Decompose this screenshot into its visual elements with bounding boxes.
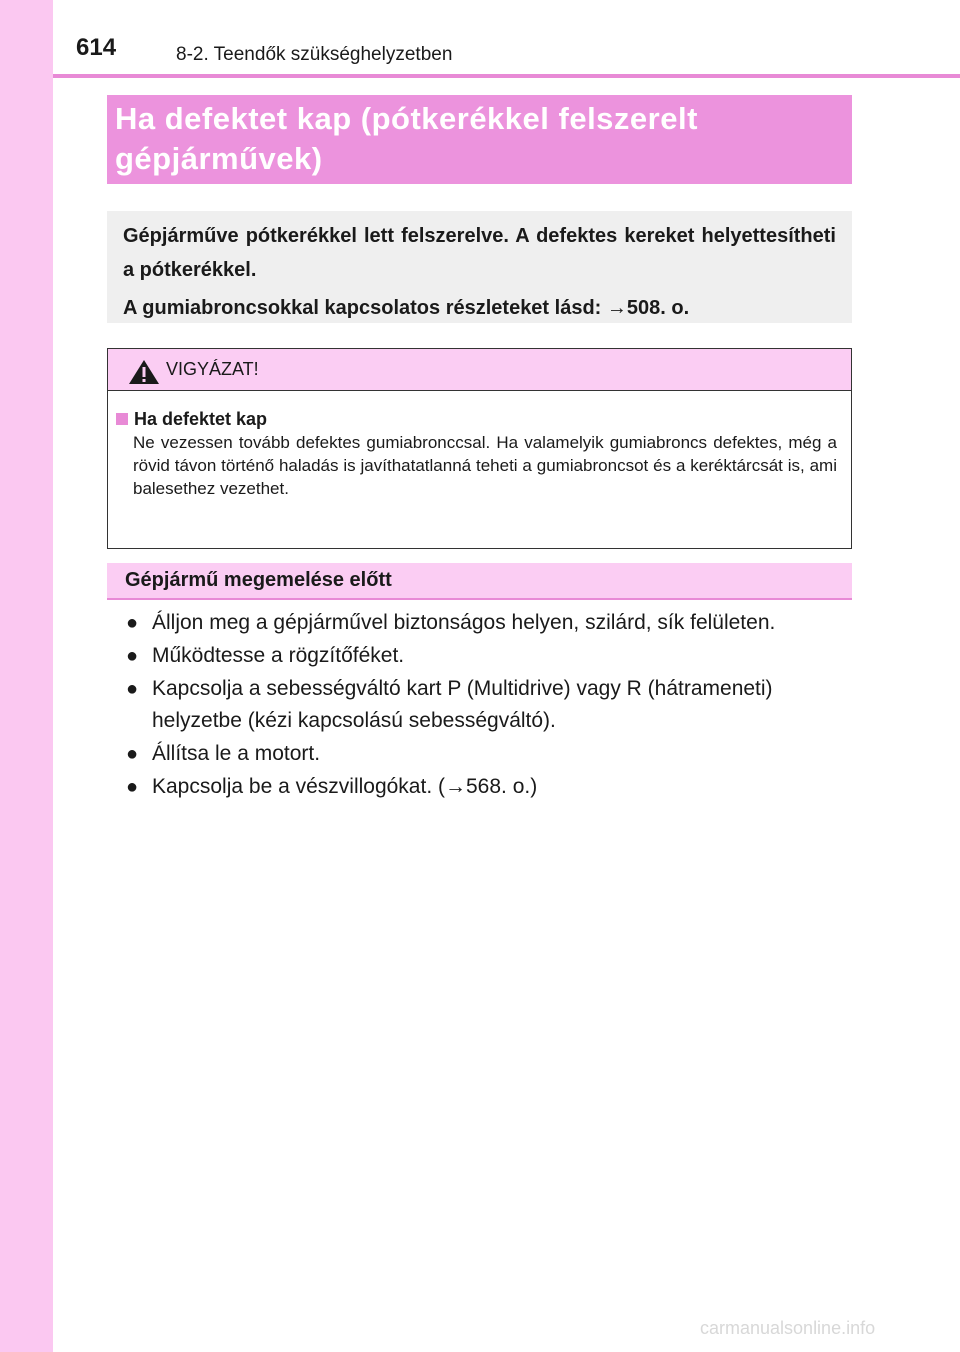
list-item-text: Kapcsolja be a vészvillogókat. (→568. o.) [152,775,538,798]
square-bullet-icon [116,413,128,425]
bullet-dot-icon: ● [126,776,139,798]
side-strip [0,0,53,1352]
subsection-title: Gépjármű megemelése előtt [125,569,392,591]
list-item [126,607,856,639]
page-number: 614 [76,34,117,61]
title-bar [107,95,852,184]
caution-box [107,348,852,549]
list-item-text: Működtesse a rögzítőféket. [152,644,405,667]
intro-box [107,211,852,323]
bullet-list [126,607,856,804]
list-item-text: Álljon meg a gépjárművel biztonságos helyen, szilárd, sík felületen. [152,611,776,634]
caution-heading [116,407,837,431]
bullet-dot-icon: ● [126,612,139,634]
bullet-dot-icon: ● [126,645,139,667]
caution-header [108,349,851,391]
warning-triangle-icon [128,359,160,385]
list-item [126,771,856,803]
list-item [126,640,856,672]
watermark: carmanualsonline.info [700,1318,876,1338]
bullet-dot-icon: ● [126,678,139,700]
intro-line-1: Gépjárműve pótkerékkel lett felszerelve. A defektes kereket helyettesítheti a pótkerékkel. [123,225,836,281]
list-item-text: Állítsa le a motort. [152,742,321,765]
list-item-text: Kapcsolja a sebességváltó kart P (Multidrive) vagy R (hátrameneti) helyzetbe (kézi kapcsolású sebességváltó). [152,677,773,732]
header-rule [53,74,960,78]
caution-body [108,391,851,500]
caution-heading-text: Ha defektet kap [134,409,268,429]
list-item [126,673,856,737]
page-title: Ha defektet kap (pótkerékkel felszerelt gépjárművek) [115,101,698,176]
subsection-header [107,563,852,600]
section-title: 8-2. Teendők szükséghelyzetben [176,44,453,65]
list-item [126,738,856,770]
caution-label: VIGYÁZAT! [166,359,259,379]
intro-line-2: A gumiabroncsokkal kapcsolatos részleteket lásd: →508. o. [123,297,690,319]
caution-text: Ne vezessen tovább defektes gumiabronccsal. Ha valamelyik gumiabroncs defektes, még a rövid távon történő haladás is javíthatatlanná teheti a gumiabroncsot és a keréktárcsát is, ami balesethez vezethet. [133,433,837,498]
bullet-dot-icon: ● [126,743,139,765]
